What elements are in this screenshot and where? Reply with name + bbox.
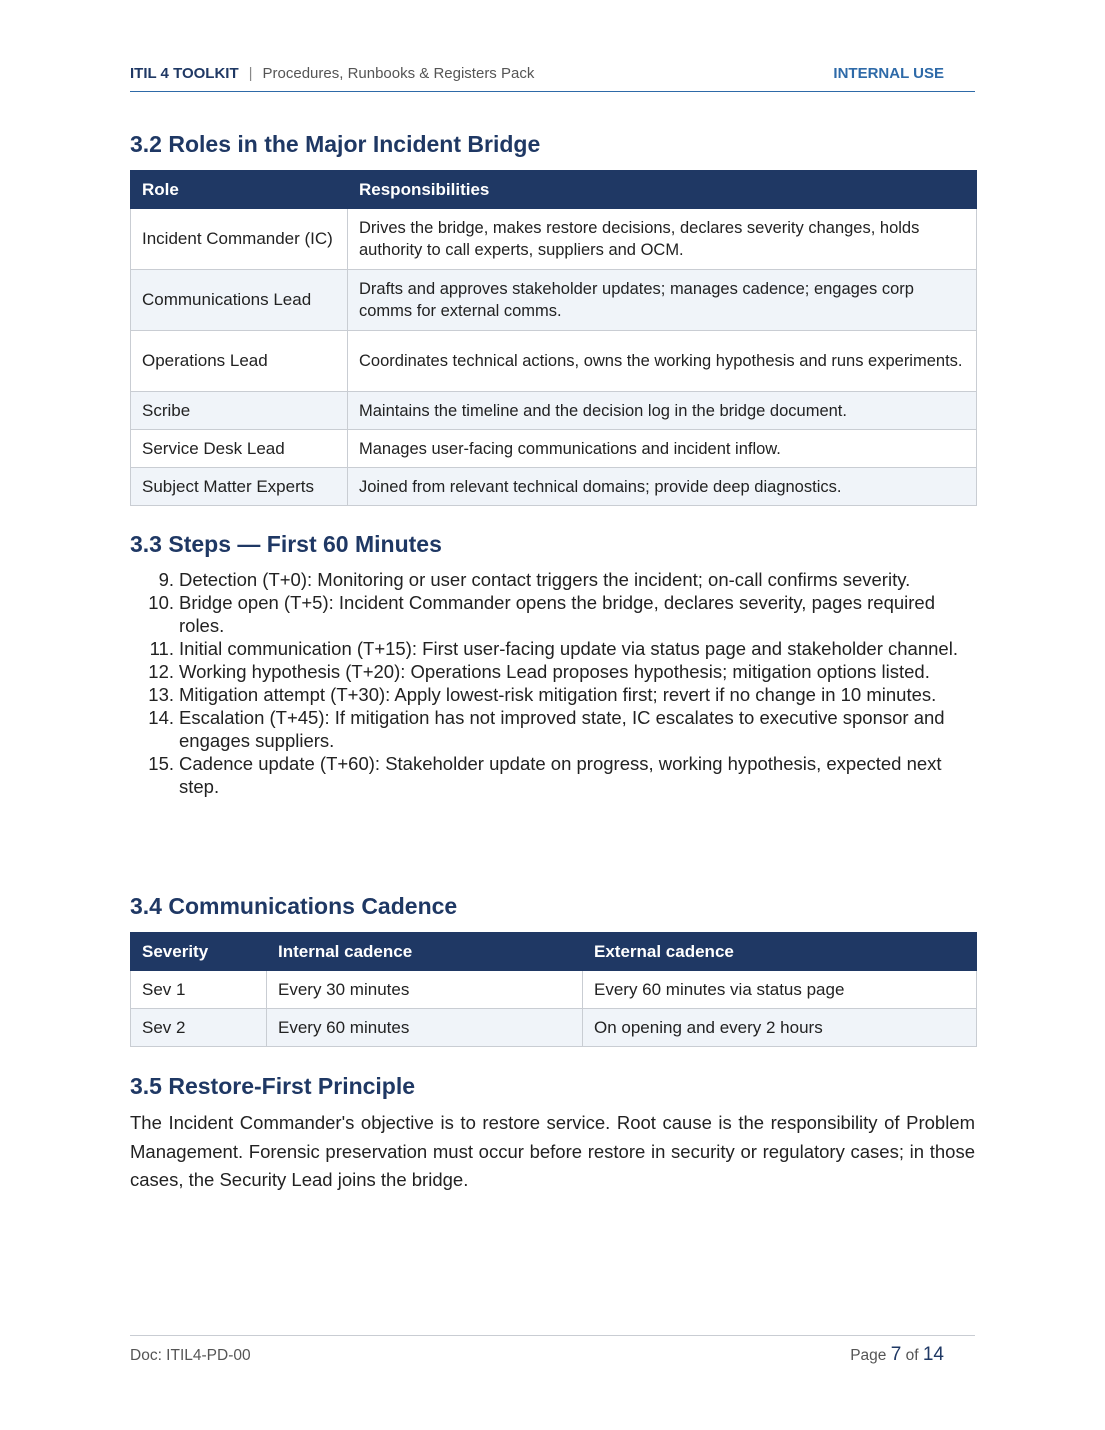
list-item	[130, 591, 975, 637]
cadence-table	[130, 932, 977, 1047]
role-cell: Service Desk Lead	[131, 430, 348, 468]
responsibilities-cell: Maintains the timeline and the decision log in the bridge document.	[348, 392, 977, 430]
role-cell: Subject Matter Experts	[131, 468, 348, 506]
roles-table-header	[131, 171, 977, 209]
responsibilities-cell: Drives the bridge, makes restore decisions, declares severity changes, holds authority to call experts, suppliers and OCM.	[348, 209, 977, 270]
severity-cell: Sev 1	[131, 971, 267, 1009]
steps-list	[130, 568, 975, 798]
list-item	[130, 660, 975, 683]
footer-doc-id: Doc: ITIL4-PD-00	[130, 1347, 251, 1364]
step-number: 14.	[148, 707, 174, 728]
section-cadence-heading: 3.4 Communications Cadence	[130, 893, 458, 919]
step-text: Escalation (T+45): If mitigation has not improved state, IC escalates to executive sponsor and engages suppliers.	[179, 707, 945, 751]
role-cell: Communications Lead	[131, 270, 348, 331]
step-number: 13.	[148, 684, 174, 705]
roles-col-role: Role	[131, 171, 348, 209]
internal-cadence-cell: Every 30 minutes	[267, 971, 583, 1009]
external-cadence-cell: On opening and every 2 hours	[583, 1009, 977, 1047]
internal-cadence-cell: Every 60 minutes	[267, 1009, 583, 1047]
step-text: Bridge open (T+5): Incident Commander opens the bridge, declares severity, pages required roles.	[179, 592, 936, 636]
step-text: Initial communication (T+15): First user-facing update via status page and stakeholder channel.	[179, 638, 958, 659]
step-text: Cadence update (T+60): Stakeholder update on progress, working hypothesis, expected next step.	[179, 753, 942, 797]
responsibilities-cell: Joined from relevant technical domains; provide deep diagnostics.	[348, 468, 977, 506]
page-header	[130, 63, 975, 92]
list-item	[130, 752, 975, 798]
page-of: of	[905, 1347, 919, 1364]
page-footer	[130, 1335, 975, 1365]
section-roles-heading: 3.2 Roles in the Major Incident Bridge	[130, 131, 541, 157]
header-classification: INTERNAL USE	[833, 65, 944, 82]
role-cell: Incident Commander (IC)	[131, 209, 348, 270]
list-item	[130, 706, 975, 752]
header-brand: ITIL 4 TOOLKIT	[130, 65, 239, 82]
step-text: Mitigation attempt (T+30): Apply lowest-risk mitigation first; revert if no change in 10 minutes.	[179, 684, 937, 705]
table-row	[131, 331, 977, 392]
responsibilities-cell: Drafts and approves stakeholder updates; manages cadence; engages corp comms for external comms.	[348, 270, 977, 331]
table-row	[131, 971, 977, 1009]
table-row	[131, 1009, 977, 1047]
roles-col-responsibilities: Responsibilities	[348, 171, 977, 209]
responsibilities-cell: Manages user-facing communications and incident inflow.	[348, 430, 977, 468]
header-separator: |	[248, 65, 253, 82]
table-row	[131, 468, 977, 506]
severity-cell: Sev 2	[131, 1009, 267, 1047]
cadence-col-internal: Internal cadence	[267, 933, 583, 971]
cadence-table-header	[131, 933, 977, 971]
page-total: 14	[922, 1344, 944, 1365]
section-restore-heading: 3.5 Restore-First Principle	[130, 1073, 416, 1099]
step-number: 15.	[148, 753, 174, 774]
step-number: 12.	[148, 661, 174, 682]
step-text: Detection (T+0): Monitoring or user contact triggers the incident; on-call confirms severity.	[179, 569, 911, 590]
table-row	[131, 430, 977, 468]
step-number: 9.	[158, 569, 174, 590]
header-left	[130, 65, 534, 82]
restore-paragraph: The Incident Commander's objective is to restore service. Root cause is the responsibility of Problem Management. Forensic preservation must occur before restore in security or regulatory cases; in those cases, the Security Lead joins the bridge.	[130, 1112, 975, 1190]
table-row	[131, 392, 977, 430]
list-item	[130, 683, 975, 706]
table-row	[131, 270, 977, 331]
step-text: Working hypothesis (T+20): Operations Lead proposes hypothesis; mitigation options listed.	[179, 661, 930, 682]
page-current: 7	[890, 1344, 902, 1365]
cadence-col-severity: Severity	[131, 933, 267, 971]
section-steps-heading: 3.3 Steps — First 60 Minutes	[130, 531, 442, 557]
step-number: 10.	[148, 592, 174, 613]
list-item	[130, 568, 975, 591]
roles-table	[130, 170, 977, 506]
external-cadence-cell: Every 60 minutes via status page	[583, 971, 977, 1009]
header-subtitle: Procedures, Runbooks & Registers Pack	[262, 65, 535, 82]
cadence-col-external: External cadence	[583, 933, 977, 971]
responsibilities-cell: Coordinates technical actions, owns the working hypothesis and runs experiments.	[348, 331, 977, 392]
footer-page-number	[850, 1344, 944, 1366]
step-number: 11.	[149, 638, 174, 659]
role-cell: Scribe	[131, 392, 348, 430]
list-item	[130, 637, 975, 660]
table-row	[131, 209, 977, 270]
role-cell: Operations Lead	[131, 331, 348, 392]
page-label: Page	[850, 1347, 887, 1364]
